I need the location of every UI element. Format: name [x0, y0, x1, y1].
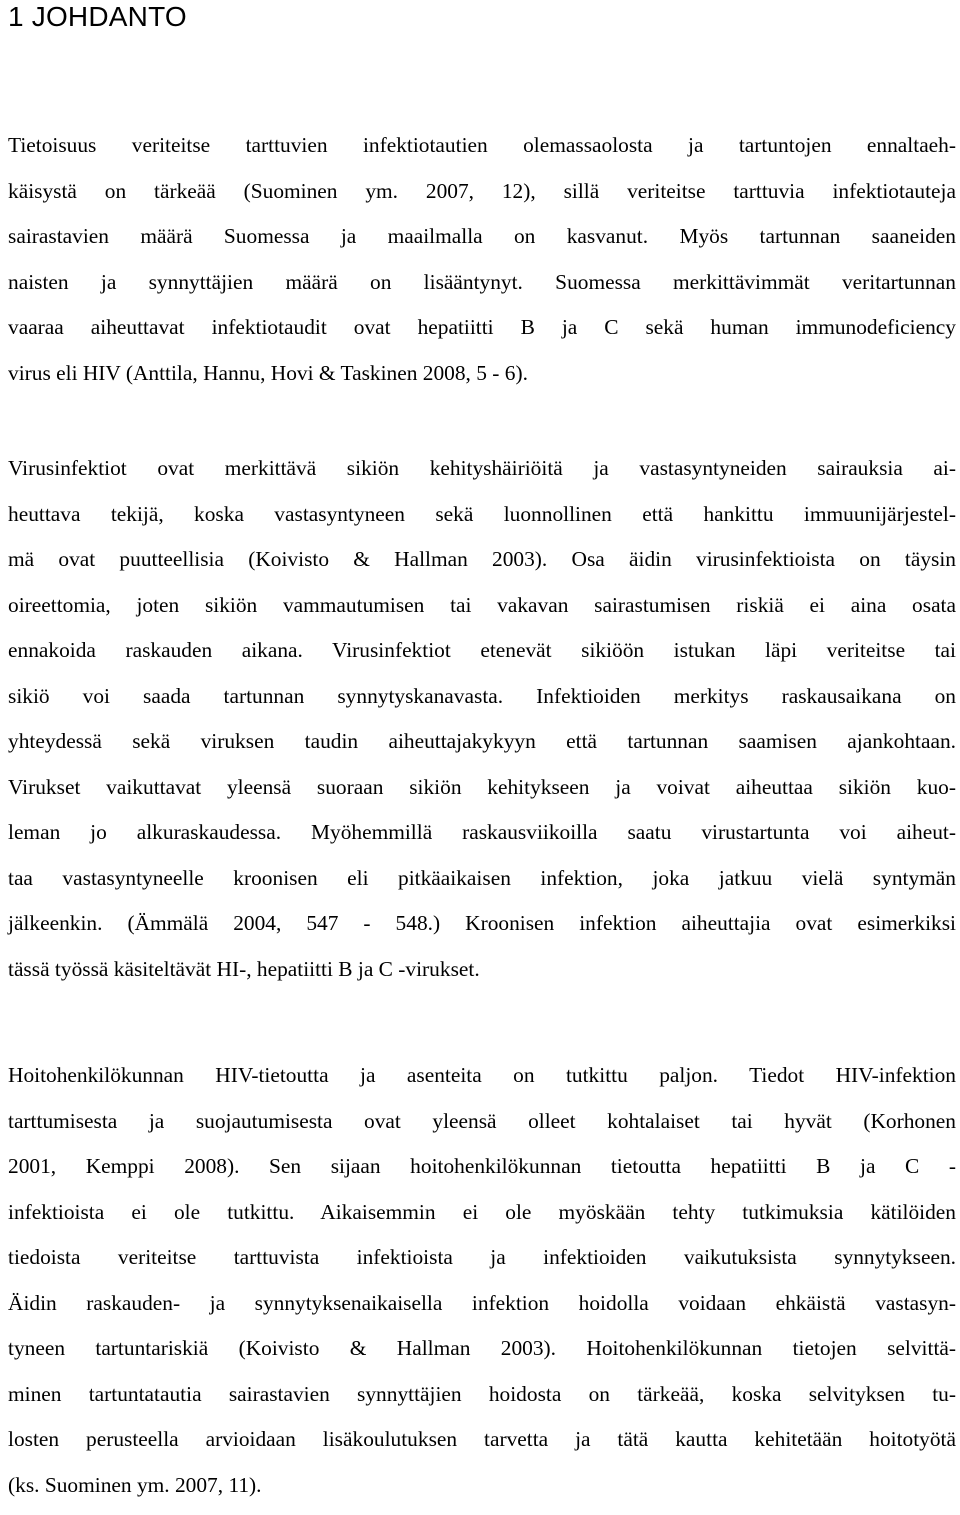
paragraph-line: sikiö voi saada tartunnan synnytyskanavasta. Infektioiden merkitys raskausaikana on	[8, 681, 956, 727]
paragraph-line: yhteydessä sekä viruksen taudin aiheuttajakykyyn että tartunnan saamisen ajankohtaan.	[8, 726, 956, 772]
paragraph-line: Äidin raskauden- ja synnytyksenaikaisella infektion hoidolla voidaan ehkäistä vastasyn-	[8, 1288, 956, 1334]
paragraph-line: Virusinfektiot ovat merkittävä sikiön kehityshäiriöitä ja vastasyntyneiden sairauksia ai-	[8, 453, 956, 499]
paragraph-line: infektioista ei ole tutkittu. Aikaisemmin ei ole myöskään tehty tutkimuksia kätilöiden	[8, 1197, 956, 1243]
paragraph-line: tyneen tartuntariskiä (Koivisto & Hallman 2003). Hoitohenkilökunnan tietojen selvittä-	[8, 1333, 956, 1379]
paragraph-line: oireettomia, joten sikiön vammautumisen tai vakavan sairastumisen riskiä ei aina osata	[8, 590, 956, 636]
chapter-heading: 1 JOHDANTO	[8, 0, 187, 34]
paragraph-line: käisystä on tärkeää (Suominen ym. 2007, 12), sillä veriteitse tarttuvia infektiotauteja	[8, 176, 956, 222]
paragraph-3	[8, 1060, 956, 1515]
paragraph-line: (ks. Suominen ym. 2007, 11).	[8, 1470, 956, 1515]
paragraph-line: tässä työssä käsiteltävät HI-, hepatiitti B ja C -virukset.	[8, 954, 956, 1000]
paragraph-line: leman jo alkuraskaudessa. Myöhemmillä raskausviikoilla saatu virustartunta voi aiheut-	[8, 817, 956, 863]
paragraph-line: tarttumisesta ja suojautumisesta ovat yleensä olleet kohtalaiset tai hyvät (Korhonen	[8, 1106, 956, 1152]
paragraph-line: mä ovat puutteellisia (Koivisto & Hallman 2003). Osa äidin virusinfektioista on täysin	[8, 544, 956, 590]
paragraph-line: naisten ja synnyttäjien määrä on lisääntynyt. Suomessa merkittävimmät veritartunnan	[8, 267, 956, 313]
paragraph-line: minen tartuntatautia sairastavien synnyttäjien hoidosta on tärkeää, koska selvityksen tu-	[8, 1379, 956, 1425]
paragraph-line: taa vastasyntyneelle kroonisen eli pitkäaikaisen infektion, joka jatkuu vielä syntymän	[8, 863, 956, 909]
paragraph-line: vaaraa aiheuttavat infektiotaudit ovat hepatiitti B ja C sekä human immunodeficiency	[8, 312, 956, 358]
paragraph-line: Hoitohenkilökunnan HIV-tietoutta ja asenteita on tutkittu paljon. Tiedot HIV-infektion	[8, 1060, 956, 1106]
paragraph-1	[8, 130, 956, 403]
paragraph-line: heuttava tekijä, koska vastasyntyneen sekä luonnollinen että hankittu immuunijärjestel-	[8, 499, 956, 545]
paragraph-line: losten perusteella arvioidaan lisäkoulutuksen tarvetta ja tätä kautta kehitetään hoitotyötä	[8, 1424, 956, 1470]
paragraph-line: 2001, Kemppi 2008). Sen sijaan hoitohenkilökunnan tietoutta hepatiitti B ja C -	[8, 1151, 956, 1197]
paragraph-line: tiedoista veriteitse tarttuvista infektioista ja infektioiden vaikutuksista synnytykseen.	[8, 1242, 956, 1288]
paragraph-line: jälkeenkin. (Ämmälä 2004, 547 - 548.) Kroonisen infektion aiheuttajia ovat esimerkiksi	[8, 908, 956, 954]
paragraph-line: ennakoida raskauden aikana. Virusinfektiot etenevät sikiöön istukan läpi veriteitse tai	[8, 635, 956, 681]
paragraph-line: virus eli HIV (Anttila, Hannu, Hovi & Taskinen 2008, 5 - 6).	[8, 358, 956, 404]
paragraph-line: sairastavien määrä Suomessa ja maailmalla on kasvanut. Myös tartunnan saaneiden	[8, 221, 956, 267]
paragraph-line: Tietoisuus veriteitse tarttuvien infektiotautien olemassaolosta ja tartuntojen ennaltaeh-	[8, 130, 956, 176]
paragraph-line: Virukset vaikuttavat yleensä suoraan sikiön kehitykseen ja voivat aiheuttaa sikiön kuo-	[8, 772, 956, 818]
paragraph-2	[8, 453, 956, 999]
